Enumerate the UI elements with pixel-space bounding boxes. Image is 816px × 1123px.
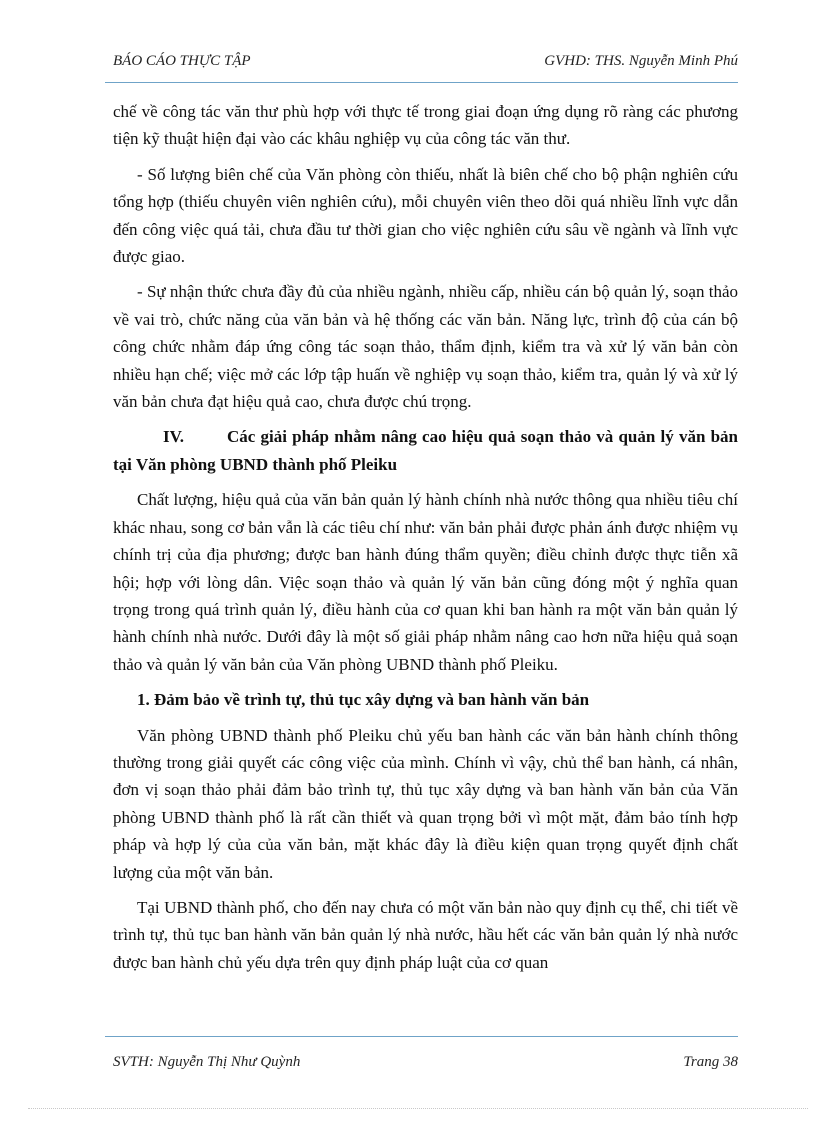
paragraph-continued: chế về công tác văn thư phù hợp với thực tế trong giai đoạn ứng dụng rõ ràng các phương tiện kỹ thuật hiện đại vào các khâu nghiệp vụ của công tác văn thư. <box>113 102 738 149</box>
section-heading-iv <box>113 423 738 478</box>
footer-divider <box>105 1036 738 1037</box>
section-heading-text: Các giải pháp nhằm nâng cao hiệu quả soạn thảo và quản lý văn bản tại Văn phòng UBND thành phố Pleiku <box>113 427 738 474</box>
subsection-heading-1: 1. Đảm bảo về trình tự, thủ tục xây dựng và ban hành văn bản <box>137 690 590 710</box>
header-advisor: GVHD: THS. Nguyễn Minh Phú <box>544 53 738 69</box>
paragraph-quality: Chất lượng, hiệu quả của văn bản quản lý hành chính nhà nước thông qua nhiều tiêu chí khác nhau, song cơ bản vẫn là các tiêu chí như: văn bản phải được phản ánh được nhiệm vụ chính trị của địa phương; được ban hành đúng thẩm quyền; điều chỉnh được thực tiễn xã hội; hợp với lòng dân. Việc soạn thảo và quản lý văn bản cũng đóng một ý nghĩa quan trọng trong quá trình quản lý, điều hành của cơ quan khi ban hành ra một văn bản quản lý hành chính nhà nước. Dưới đây là một số giải pháp nhằm nâng cao hơn nữa hiệu quả soạn thảo và quản lý văn bản của Văn phòng UBND thành phố Pleiku. <box>113 490 738 674</box>
section-heading-number: IV. <box>163 427 184 447</box>
header-report-title: BÁO CÁO THỰC TẬP <box>113 53 251 69</box>
page-header <box>113 53 738 75</box>
footer-page-number: Trang 38 <box>683 1054 738 1070</box>
paragraph-procedure: Văn phòng UBND thành phố Pleiku chủ yếu ban hành các văn bản hành chính thông thường trong giải quyết các công việc của mình. Chính vì vậy, chủ thể ban hành, cá nhân, đơn vị soạn thảo phải đảm bảo trình tự, thủ tục xây dựng và ban hành văn bản của Văn phòng UBND thành phố là rất cần thiết và quan trọng bởi vì một mặt, đảm bảo tính hợp pháp và hợp lý của của văn bản, mặt khác đây là điều kiện quan trọng quyết định chất lượng của một văn bản. <box>113 725 738 882</box>
header-divider <box>105 82 738 83</box>
document-body <box>113 98 738 984</box>
footer-student-name: SVTH: Nguyễn Thị Như Quỳnh <box>113 1054 301 1070</box>
page-break-line <box>28 1108 808 1109</box>
bullet-item-awareness: - Sự nhận thức chưa đầy đủ của nhiều ngành, nhiều cấp, nhiều cán bộ quản lý, soạn thảo về vai trò, chức năng của văn bản và hệ thống các văn bản. Năng lực, trình độ của cán bộ công chức nhằm đáp ứng công tác soạn thảo, thẩm định, kiểm tra và xử lý văn bản còn nhiều hạn chế; việc mở các lớp tập huấn về nghiệp vụ soạn thảo, kiểm tra, quản lý và xử lý văn bản chưa đạt hiệu quả cao, chưa được chú trọng. <box>113 282 738 412</box>
page-footer <box>113 1054 738 1076</box>
paragraph-regulation: Tại UBND thành phố, cho đến nay chưa có một văn bản nào quy định cụ thể, chi tiết về trình tự, thủ tục ban hành văn bản quản lý nhà nước, hầu hết các văn bản quản lý nhà nước được ban hành chủ yếu dựa trên quy định pháp luật của cơ quan <box>113 897 738 972</box>
bullet-item-staffing: - Số lượng biên chế của Văn phòng còn thiếu, nhất là biên chế cho bộ phận nghiên cứu tổng hợp (thiếu chuyên viên nghiên cứu), mỗi chuyên viên theo dõi quá nhiều lĩnh vực dẫn đến công việc quá tải, chưa đầu tư thời gian cho việc nghiên cứu sâu về ngành và lĩnh vực được giao. <box>113 164 738 267</box>
